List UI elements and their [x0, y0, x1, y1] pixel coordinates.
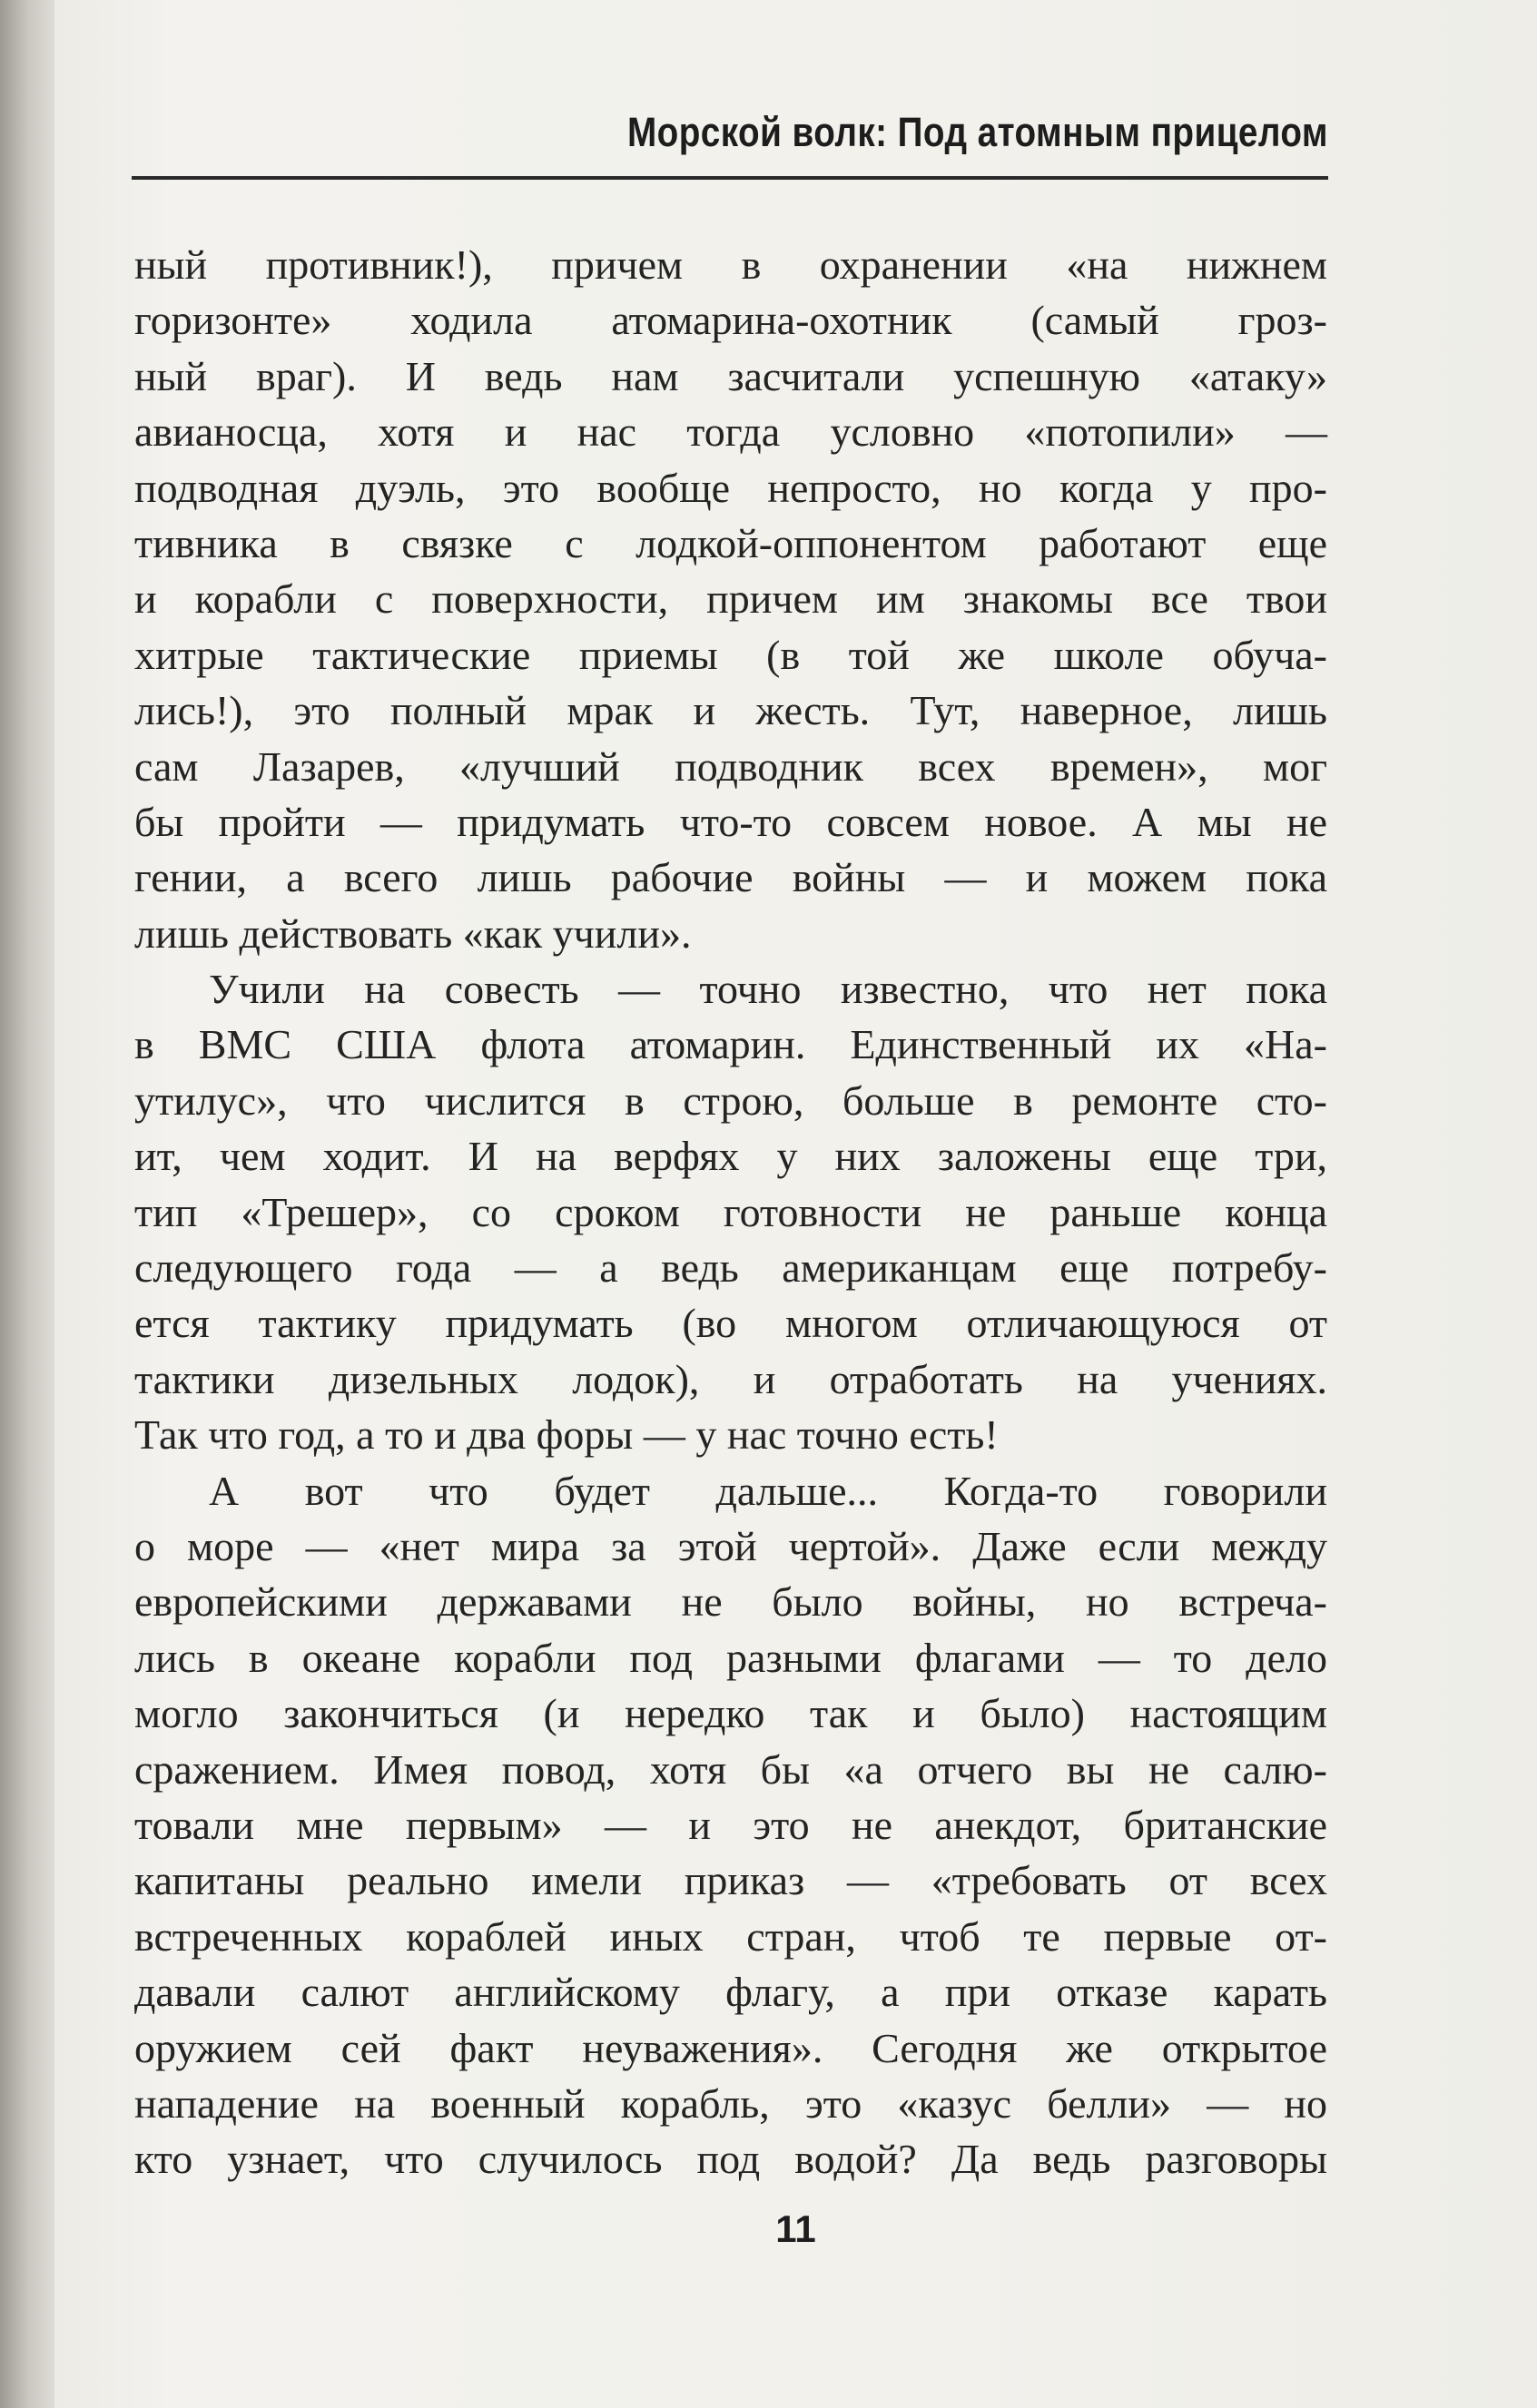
- text-line: лись в океане корабли под разными флагами — то дело: [134, 1634, 1327, 1681]
- page-number: 11: [775, 2207, 816, 2250]
- text-line: лись!), это полный мрак и жесть. Тут, наверное, лишь: [134, 687, 1327, 734]
- text-line: в ВМС США флота атомарин. Единственный их «На-: [134, 1021, 1327, 1068]
- text-line: кто узнает, что случилось под водой? Да ведь разговоры: [134, 2136, 1327, 2183]
- text-line: авианосца, хотя и нас тогда условно «потопили» —: [134, 408, 1327, 456]
- text-line: о море — «нет мира за этой чертой». Даже если между: [134, 1522, 1327, 1569]
- text-line: Учили на совесть — точно известно, что нет пока: [209, 966, 1327, 1013]
- text-line: давали салют английскому флагу, а при отказе карать: [134, 1969, 1327, 2016]
- running-head: Морской волк: Под атомным прицелом: [627, 109, 1328, 155]
- text-line: капитаны реально имели приказ — «требовать от всех: [134, 1857, 1327, 1904]
- text-line: тактики дизельных лодок), и отработать на учениях.: [134, 1355, 1327, 1402]
- text-line: встреченных кораблей иных стран, чтоб те первые от-: [134, 1912, 1327, 1960]
- text-line: и корабли с поверхности, причем им знакомы все твои: [134, 575, 1327, 623]
- text-line: гении, а всего лишь рабочие войны — и можем пока: [134, 854, 1327, 901]
- text-line: горизонте» ходила атомарина-охотник (самый гроз-: [134, 297, 1327, 344]
- text-line: ный враг). И ведь нам засчитали успешную «атаку»: [134, 352, 1327, 399]
- text-line: ется тактику придумать (во многом отличающуюся от: [134, 1300, 1327, 1347]
- text-line: лишь действовать «как учили».: [134, 909, 692, 957]
- text-line: нападение на военный корабль, это «казус белли» — но: [134, 2079, 1327, 2127]
- text-line: хитрые тактические приемы (в той же школе обуча-: [134, 631, 1327, 678]
- text-line: утилус», что числится в строю, больше в ремонте сто-: [134, 1076, 1327, 1124]
- running-head-rule: [132, 176, 1328, 180]
- text-line: бы пройти — придумать что-то совсем новое. А мы не: [134, 798, 1327, 845]
- text-line: товали мне первым» — и это не анекдот, британские: [134, 1801, 1327, 1848]
- text-line: следующего года — а ведь американцам еще потребу-: [134, 1244, 1327, 1292]
- text-line: сражением. Имея повод, хотя бы «а отчего вы не салю-: [134, 1745, 1327, 1793]
- text-line: европейскими державами не было войны, но встреча-: [134, 1578, 1327, 1626]
- text-line: подводная дуэль, это вообще непросто, но когда у про-: [134, 464, 1327, 511]
- text-line: Так что год, а то и два форы — у нас точно есть!: [134, 1411, 999, 1459]
- text-line: тип «Трешер», со сроком готовности не раньше конца: [134, 1188, 1327, 1235]
- text-line: А вот что будет дальше... Когда-то говорили: [209, 1467, 1327, 1514]
- text-line: тивника в связке с лодкой-оппонентом работают еще: [134, 519, 1327, 566]
- text-line: могло закончиться (и нередко так и было) настоящим: [134, 1690, 1327, 1737]
- text-line: ный противник!), причем в охранении «на нижнем: [134, 241, 1327, 288]
- text-line: оружием сей факт неуважения». Сегодня же открытое: [134, 2024, 1327, 2071]
- text-line: сам Лазарев, «лучший подводник всех времен», мог: [134, 742, 1327, 790]
- text-line: ит, чем ходит. И на верфях у них заложены еще три,: [134, 1133, 1327, 1180]
- body-text: [134, 237, 1327, 2187]
